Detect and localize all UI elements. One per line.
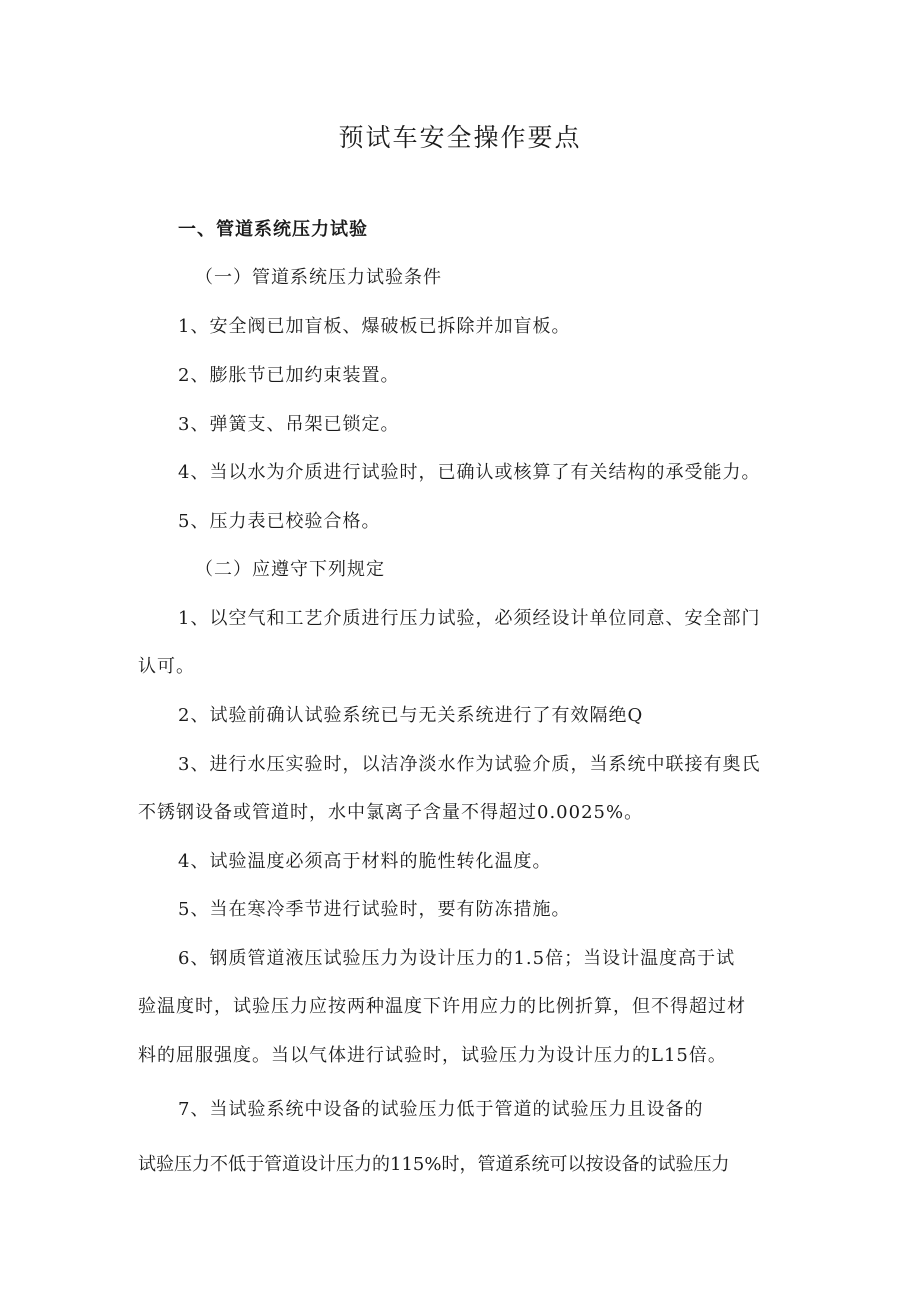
paragraph-line: 认可。: [138, 656, 195, 677]
paragraph-line: 6、钢质管道液压试验压力为设计压力的1.5倍；当设计温度高于试: [178, 948, 736, 969]
paragraph-line: 2、试验前确认试验系统已与无关系统进行了有效隔绝Q: [178, 705, 644, 726]
paragraph-line: 3、弹簧支、吊架已锁定。: [178, 414, 400, 435]
paragraph-line: 1、安全阀已加盲板、爆破板已拆除并加盲板。: [178, 316, 571, 337]
subsection-heading: （二）应遵守下列规定: [195, 559, 385, 580]
paragraph-line: 2、膨胀节已加约束装置。: [178, 365, 400, 386]
section-heading: 一、管道系统压力试验: [178, 219, 368, 240]
page-title: 预试车安全操作要点: [338, 123, 582, 152]
paragraph-line: 不锈钢设备或管道时，水中氯离子含量不得超过0.0025%。: [138, 802, 644, 823]
paragraph-line: 5、当在寒冷季节进行试验时，要有防冻措施。: [178, 899, 571, 920]
paragraph-line: 3、进行水压实验时，以洁净淡水作为试验介质，当系统中联接有奥氏: [178, 754, 761, 775]
paragraph-line: 试验压力不低于管道设计压力的115%时，管道系统可以按设备的试验压力: [138, 1154, 730, 1175]
paragraph-line: 验温度时，试验压力应按两种温度下许用应力的比例折算，但不得超过材: [138, 996, 746, 1017]
paragraph-line: 料的屈服强度。当以气体进行试验时，试验压力为设计压力的L15倍。: [138, 1045, 727, 1066]
paragraph-line: 1、以空气和工艺介质进行压力试验，必须经设计单位同意、安全部门: [178, 608, 761, 629]
subsection-heading: （一）管道系统压力试验条件: [195, 267, 442, 288]
paragraph-line: 5、压力表已校验合格。: [178, 511, 381, 532]
paragraph-line: 4、当以水为介质进行试验时，已确认或核算了有关结构的承受能力。: [178, 462, 761, 483]
paragraph-line: 7、当试验系统中设备的试验压力低于管道的试验压力且设备的: [178, 1099, 704, 1120]
paragraph-line: 4、试验温度必须高于材料的脆性转化温度。: [178, 851, 552, 872]
